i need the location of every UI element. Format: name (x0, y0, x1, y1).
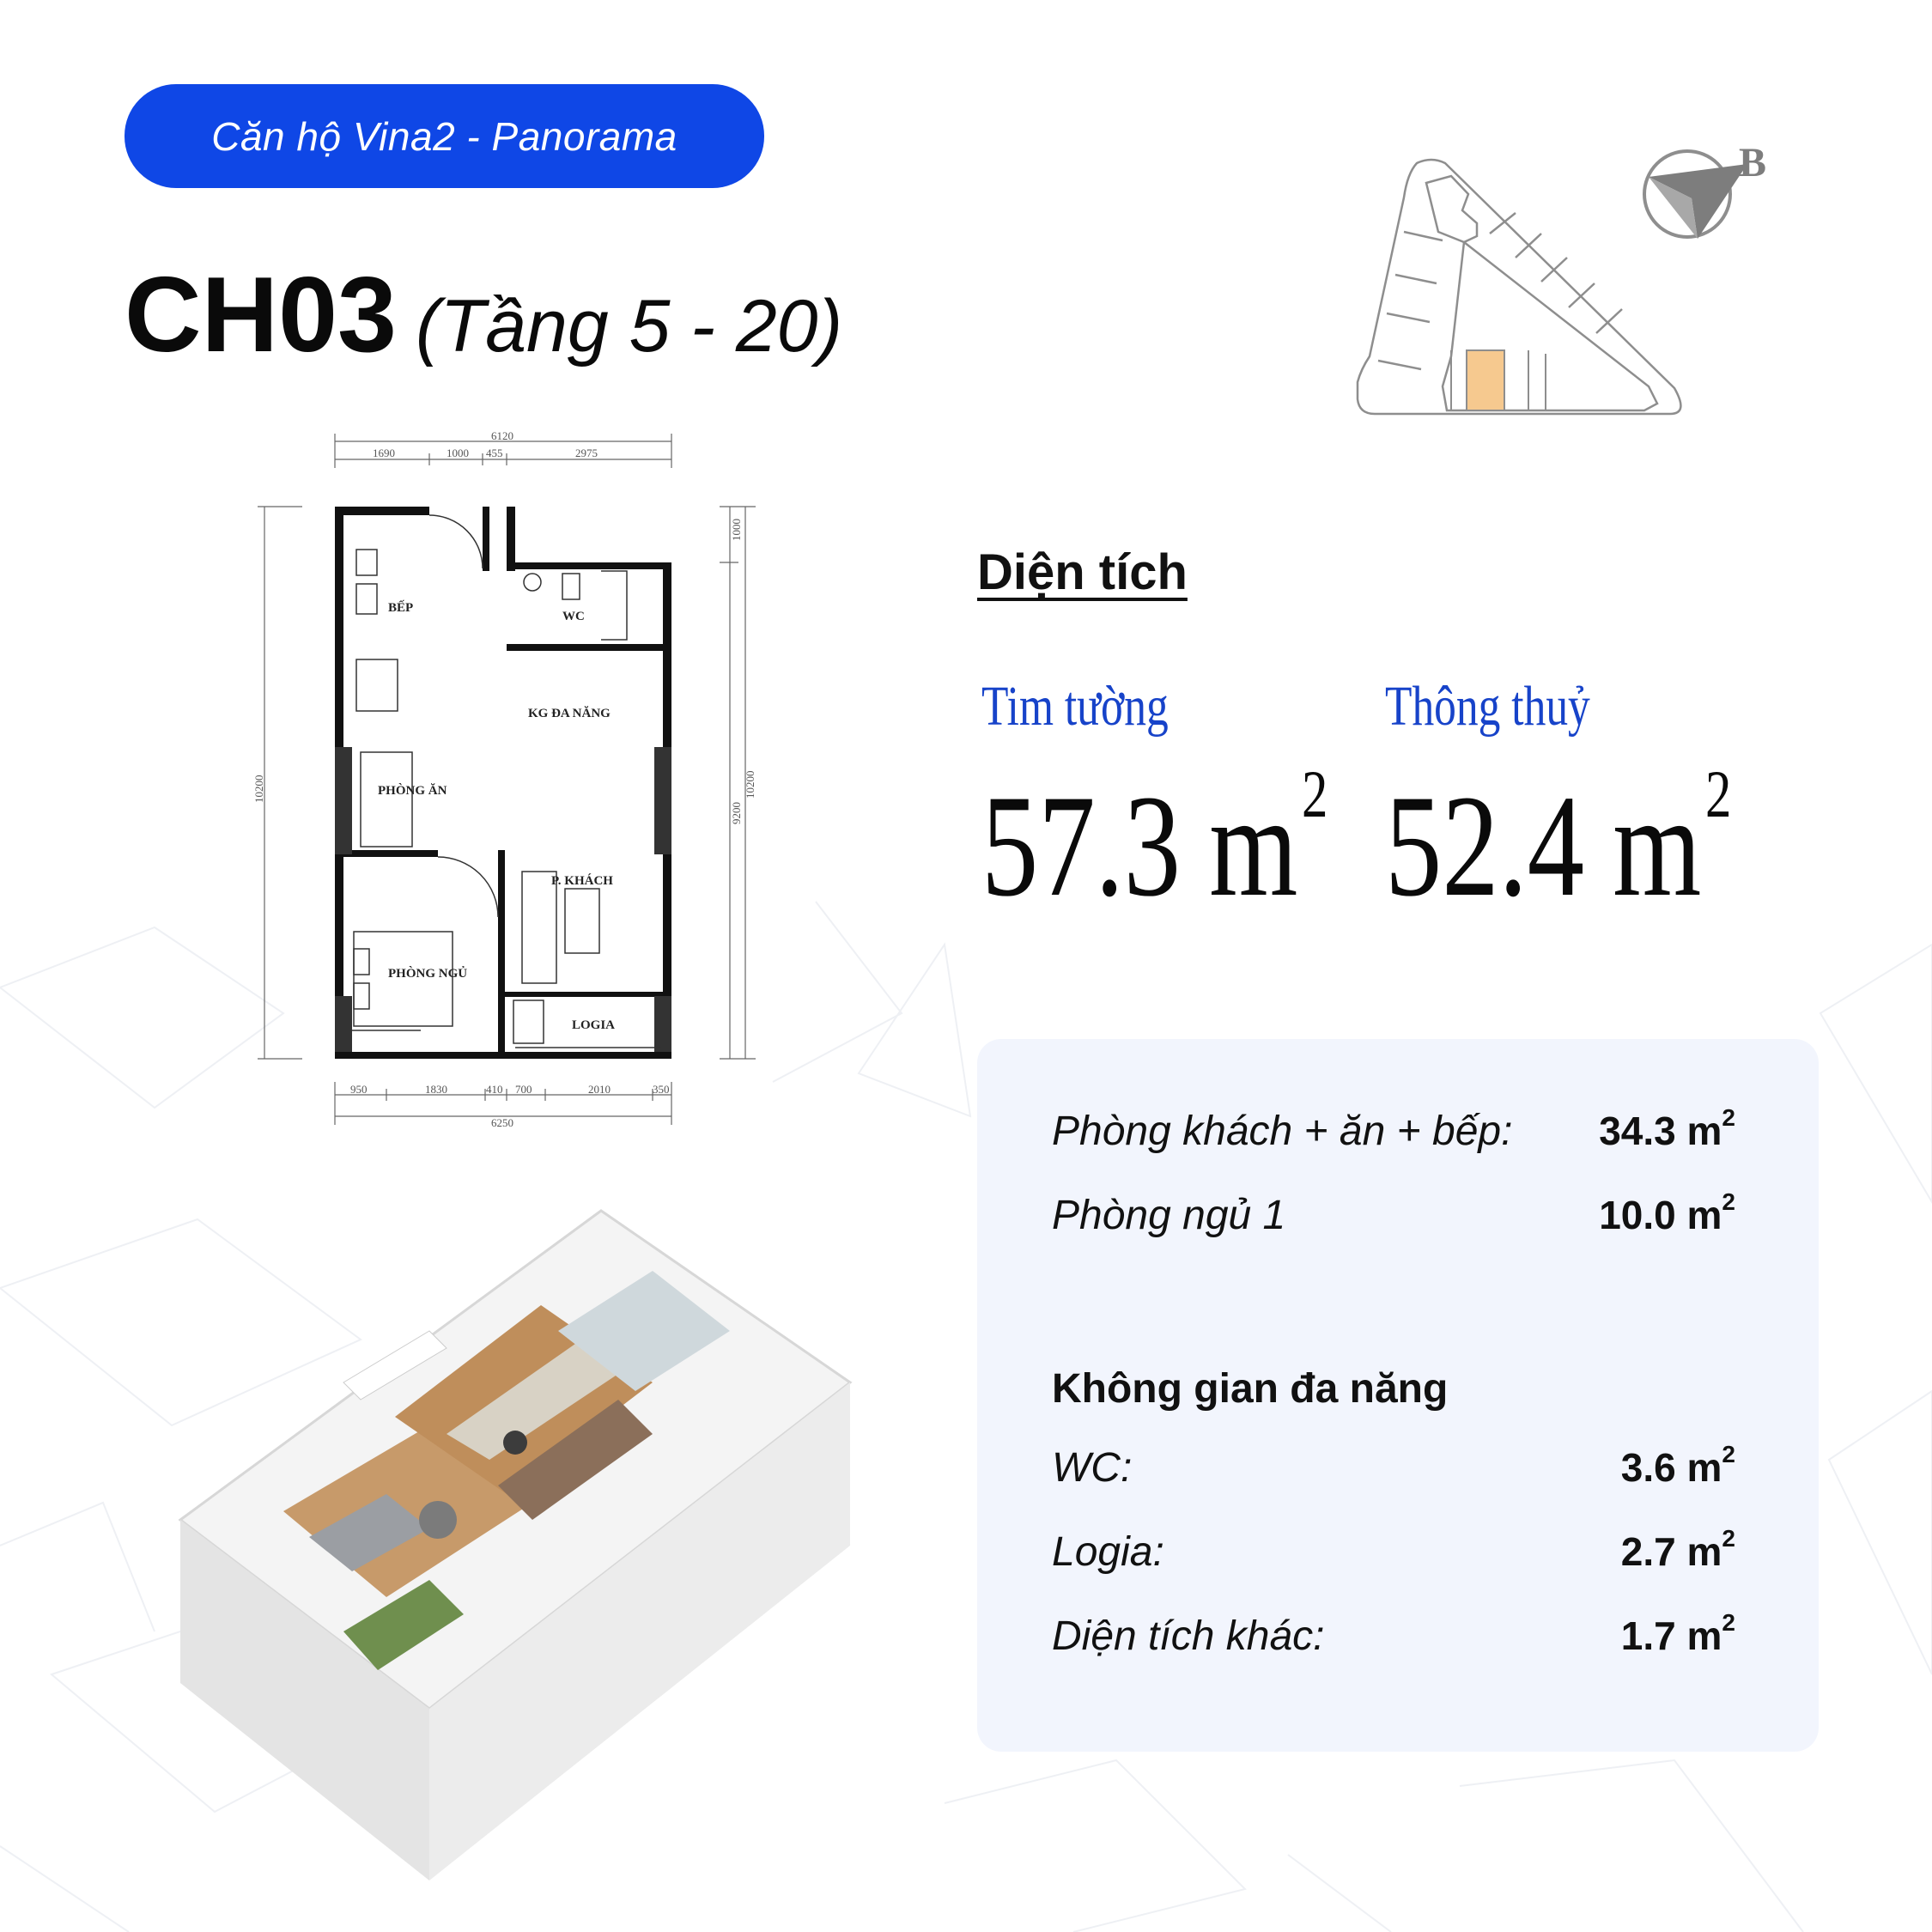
room-dining: PHÒNG ĂN (378, 784, 447, 798)
floor-range: (Tầng 5 - 20) (416, 285, 843, 368)
dim-bottom-2: 1830 (425, 1083, 447, 1096)
project-badge: Căn hộ Vina2 - Panorama (125, 84, 764, 188)
row-label: Logia: (1052, 1529, 1164, 1575)
clear-value-text: 52.4 m (1385, 765, 1702, 927)
area-breakdown-panel (977, 1039, 1819, 1752)
dim-top-2: 1000 (447, 447, 469, 459)
isometric-render-image (172, 1202, 859, 1880)
room-kitchen: BẾP (388, 601, 414, 615)
clear-area-label: Thông thuỷ (1385, 675, 1590, 738)
room-living: P. KHÁCH (551, 874, 613, 888)
row-value-sup: 2 (1722, 1188, 1735, 1215)
row-label: Phòng ngủ 1 (1052, 1193, 1286, 1238)
row-label: WC: (1052, 1445, 1133, 1491)
page-title (125, 256, 843, 374)
room-logia: LOGIA (572, 1018, 616, 1032)
unit-code: CH03 (125, 256, 398, 374)
compass (1644, 151, 1747, 239)
row-value-text: 2.7 m (1620, 1529, 1722, 1574)
row-value (1599, 1188, 1735, 1238)
multi-space-title: Không gian đa năng (1052, 1366, 1449, 1412)
row-value-sup: 2 (1722, 1609, 1735, 1636)
dim-bottom-1: 950 (350, 1083, 368, 1096)
row-value-text: 34.3 m (1599, 1109, 1722, 1153)
breakdown-row (1052, 1188, 1735, 1239)
dim-top-1: 1690 (373, 447, 395, 459)
dim-bottom-3: 410 (486, 1083, 503, 1096)
key-plan-highlight-unit (1467, 350, 1504, 410)
row-value-text: 3.6 m (1620, 1445, 1722, 1490)
area-heading: Diện tích (977, 544, 1188, 600)
clear-area-value (1385, 756, 1732, 927)
row-value (1599, 1104, 1735, 1154)
row-value-text: 1.7 m (1620, 1613, 1722, 1658)
room-wc: WC (562, 610, 585, 623)
row-value (1620, 1441, 1735, 1491)
dim-bottom-6: 350 (653, 1083, 670, 1096)
wall-center-value-text: 57.3 m (981, 765, 1298, 927)
breakdown-row (1052, 1104, 1735, 1155)
wall-center-label: Tim tường (981, 675, 1169, 738)
dim-right-total: 10200 (744, 770, 756, 799)
room-bedroom: PHÒNG NGỦ (388, 967, 468, 981)
key-plan-outline (1358, 160, 1680, 414)
breakdown-row (1052, 1609, 1735, 1660)
dim-right-1: 1000 (730, 519, 743, 541)
dim-top-3: 455 (486, 447, 503, 459)
row-value (1620, 1525, 1735, 1575)
compass-label: B (1739, 140, 1767, 185)
row-value-text: 10.0 m (1599, 1193, 1722, 1237)
wall-center-area-value (981, 756, 1328, 927)
row-label: Phòng khách + ăn + bếp: (1052, 1109, 1513, 1154)
row-value (1620, 1609, 1735, 1659)
clear-unit-sup: 2 (1705, 756, 1732, 831)
row-label: Diện tích khác: (1052, 1613, 1325, 1659)
dim-right-2: 9200 (730, 802, 743, 824)
room-multi: KG ĐA NĂNG (528, 707, 611, 720)
row-value-sup: 2 (1722, 1525, 1735, 1552)
wall-center-unit-sup: 2 (1302, 756, 1328, 831)
dim-bottom-5: 2010 (588, 1083, 611, 1096)
row-value-sup: 2 (1722, 1441, 1735, 1467)
dim-bottom-total: 6250 (491, 1116, 513, 1129)
row-value-sup: 2 (1722, 1104, 1735, 1131)
key-plan (1352, 137, 1790, 429)
breakdown-row (1052, 1525, 1735, 1576)
dim-top-4: 2975 (575, 447, 598, 459)
dim-left: 10200 (252, 775, 265, 803)
dim-top-total: 6120 (491, 429, 513, 442)
dim-bottom-4: 700 (515, 1083, 532, 1096)
breakdown-row (1052, 1441, 1735, 1492)
floor-plan (249, 429, 764, 1142)
